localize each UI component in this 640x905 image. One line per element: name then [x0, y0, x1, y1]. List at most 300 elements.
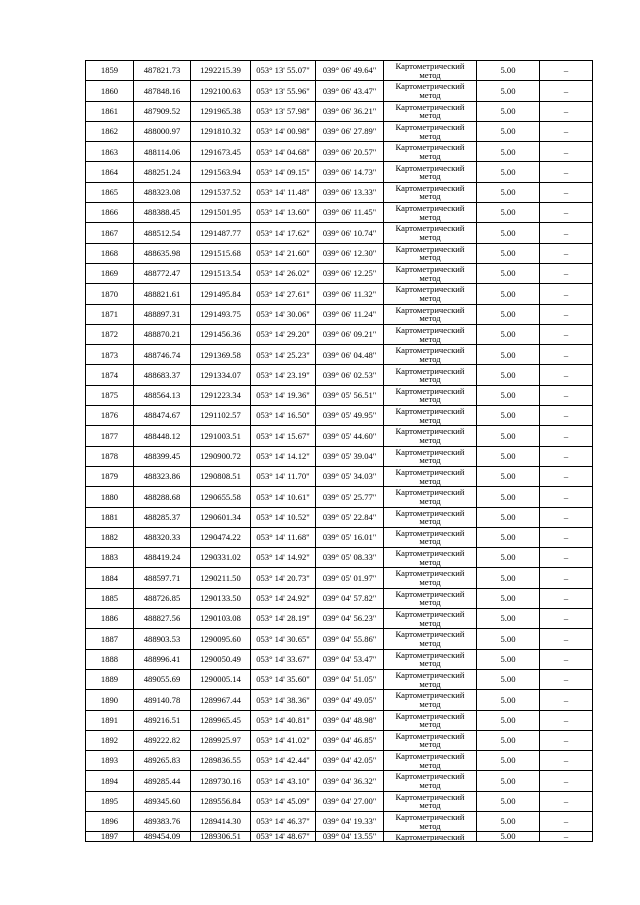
point-number-cell: 1864	[86, 162, 134, 182]
accuracy-cell: 5.00	[477, 223, 540, 243]
method-cell: Картометрический метод	[384, 466, 477, 486]
latitude-cell: 053° 14' 21.60"	[251, 243, 316, 263]
method-cell: Картометрический метод	[384, 243, 477, 263]
x-coordinate-cell: 488597.71	[134, 568, 191, 588]
point-number-cell: 1877	[86, 426, 134, 446]
method-cell: Картометрический метод	[384, 629, 477, 649]
latitude-cell: 053° 14' 29.20"	[251, 324, 316, 344]
method-cell: Картометрический метод	[384, 690, 477, 710]
point-number-cell: 1879	[86, 466, 134, 486]
table-row	[86, 609, 593, 629]
x-coordinate-cell: 488903.53	[134, 629, 191, 649]
y-coordinate-cell: 1290211.50	[191, 568, 251, 588]
x-coordinate-cell: 489383.76	[134, 811, 191, 831]
point-number-cell: 1891	[86, 710, 134, 730]
point-number-cell: 1865	[86, 182, 134, 202]
accuracy-cell: 5.00	[477, 832, 540, 842]
y-coordinate-cell: 1291513.54	[191, 263, 251, 283]
y-coordinate-cell: 1292215.39	[191, 61, 251, 81]
x-coordinate-cell: 488635.98	[134, 243, 191, 263]
accuracy-cell: 5.00	[477, 101, 540, 121]
latitude-cell: 053° 14' 04.68"	[251, 142, 316, 162]
y-coordinate-cell: 1291537.52	[191, 182, 251, 202]
y-coordinate-cell: 1290050.49	[191, 649, 251, 669]
point-number-cell: 1859	[86, 61, 134, 81]
table-row	[86, 466, 593, 486]
y-coordinate-cell: 1291965.38	[191, 101, 251, 121]
x-coordinate-cell: 488323.08	[134, 182, 191, 202]
table-row	[86, 629, 593, 649]
longitude-cell: 039° 06' 36.21"	[316, 101, 384, 121]
table-row	[86, 263, 593, 283]
note-cell: –	[540, 527, 593, 547]
point-number-cell: 1886	[86, 609, 134, 629]
point-number-cell: 1887	[86, 629, 134, 649]
latitude-cell: 053° 14' 40.81"	[251, 710, 316, 730]
method-cell: Картометрический метод	[384, 263, 477, 283]
y-coordinate-cell: 1291102.57	[191, 406, 251, 426]
x-coordinate-cell: 488251.24	[134, 162, 191, 182]
accuracy-cell: 5.00	[477, 791, 540, 811]
accuracy-cell: 5.00	[477, 284, 540, 304]
point-number-cell: 1881	[86, 507, 134, 527]
note-cell: –	[540, 791, 593, 811]
accuracy-cell: 5.00	[477, 61, 540, 81]
table-row	[86, 446, 593, 466]
method-cell: Картометрический метод	[384, 751, 477, 771]
note-cell: –	[540, 730, 593, 750]
latitude-cell: 053° 14' 11.70"	[251, 466, 316, 486]
table-row	[86, 223, 593, 243]
point-number-cell: 1888	[86, 649, 134, 669]
method-cell: Картометрический метод	[384, 324, 477, 344]
accuracy-cell: 5.00	[477, 304, 540, 324]
longitude-cell: 039° 04' 46.85"	[316, 730, 384, 750]
method-cell: Картометрический метод	[384, 61, 477, 81]
method-cell: Картометрический метод	[384, 487, 477, 507]
accuracy-cell: 5.00	[477, 710, 540, 730]
longitude-cell: 039° 05' 01.97"	[316, 568, 384, 588]
x-coordinate-cell: 488388.45	[134, 203, 191, 223]
x-coordinate-cell: 487909.52	[134, 101, 191, 121]
y-coordinate-cell: 1290601.34	[191, 507, 251, 527]
table-row	[86, 243, 593, 263]
x-coordinate-cell: 489454.09	[134, 832, 191, 842]
longitude-cell: 039° 06' 11.24"	[316, 304, 384, 324]
method-cell: Картометрический метод	[384, 771, 477, 791]
note-cell: –	[540, 771, 593, 791]
longitude-cell: 039° 06' 13.33"	[316, 182, 384, 202]
longitude-cell: 039° 04' 53.47"	[316, 649, 384, 669]
note-cell: –	[540, 142, 593, 162]
latitude-cell: 053° 14' 41.02"	[251, 730, 316, 750]
latitude-cell: 053° 14' 11.68"	[251, 527, 316, 547]
note-cell: –	[540, 690, 593, 710]
method-cell: Картометрический метод	[384, 304, 477, 324]
y-coordinate-cell: 1290655.58	[191, 487, 251, 507]
method-cell: Картометрический метод	[384, 568, 477, 588]
accuracy-cell: 5.00	[477, 669, 540, 689]
accuracy-cell: 5.00	[477, 629, 540, 649]
x-coordinate-cell: 489265.83	[134, 751, 191, 771]
x-coordinate-cell: 489285.44	[134, 771, 191, 791]
latitude-cell: 053° 14' 13.60"	[251, 203, 316, 223]
longitude-cell: 039° 04' 13.55"	[316, 832, 384, 842]
latitude-cell: 053° 14' 33.67"	[251, 649, 316, 669]
table-row	[86, 101, 593, 121]
point-number-cell: 1866	[86, 203, 134, 223]
x-coordinate-cell: 488419.24	[134, 548, 191, 568]
note-cell: –	[540, 365, 593, 385]
table-row	[86, 690, 593, 710]
y-coordinate-cell: 1289556.84	[191, 791, 251, 811]
accuracy-cell: 5.00	[477, 365, 540, 385]
point-number-cell: 1860	[86, 81, 134, 101]
latitude-cell: 053° 14' 30.06"	[251, 304, 316, 324]
latitude-cell: 053° 14' 24.92"	[251, 588, 316, 608]
note-cell: –	[540, 811, 593, 831]
point-number-cell: 1871	[86, 304, 134, 324]
longitude-cell: 039° 04' 57.82"	[316, 588, 384, 608]
y-coordinate-cell: 1291456.36	[191, 324, 251, 344]
y-coordinate-cell: 1291563.94	[191, 162, 251, 182]
x-coordinate-cell: 488726.85	[134, 588, 191, 608]
note-cell: –	[540, 324, 593, 344]
y-coordinate-cell: 1289306.51	[191, 832, 251, 842]
longitude-cell: 039° 05' 44.60"	[316, 426, 384, 446]
note-cell: –	[540, 609, 593, 629]
latitude-cell: 053° 13' 55.07"	[251, 61, 316, 81]
note-cell: –	[540, 751, 593, 771]
method-cell: Картометрический	[384, 832, 477, 842]
y-coordinate-cell: 1290808.51	[191, 466, 251, 486]
y-coordinate-cell: 1291334.07	[191, 365, 251, 385]
method-cell: Картометрический метод	[384, 426, 477, 446]
table-row	[86, 588, 593, 608]
latitude-cell: 053° 14' 14.92"	[251, 548, 316, 568]
y-coordinate-cell: 1289967.44	[191, 690, 251, 710]
latitude-cell: 053° 14' 20.73"	[251, 568, 316, 588]
x-coordinate-cell: 488448.12	[134, 426, 191, 446]
y-coordinate-cell: 1289730.16	[191, 771, 251, 791]
accuracy-cell: 5.00	[477, 588, 540, 608]
point-number-cell: 1863	[86, 142, 134, 162]
note-cell: –	[540, 61, 593, 81]
note-cell: –	[540, 182, 593, 202]
point-number-cell: 1867	[86, 223, 134, 243]
latitude-cell: 053° 14' 42.44"	[251, 751, 316, 771]
latitude-cell: 053° 13' 57.98"	[251, 101, 316, 121]
latitude-cell: 053° 14' 43.10"	[251, 771, 316, 791]
accuracy-cell: 5.00	[477, 466, 540, 486]
point-number-cell: 1884	[86, 568, 134, 588]
x-coordinate-cell: 488323.86	[134, 466, 191, 486]
longitude-cell: 039° 04' 42.05"	[316, 751, 384, 771]
note-cell: –	[540, 426, 593, 446]
point-number-cell: 1874	[86, 365, 134, 385]
longitude-cell: 039° 04' 19.33"	[316, 811, 384, 831]
coordinates-document	[85, 60, 593, 842]
table-row	[86, 507, 593, 527]
table-row	[86, 162, 593, 182]
x-coordinate-cell: 488288.68	[134, 487, 191, 507]
x-coordinate-cell: 488772.47	[134, 263, 191, 283]
x-coordinate-cell: 488827.56	[134, 609, 191, 629]
y-coordinate-cell: 1290095.60	[191, 629, 251, 649]
accuracy-cell: 5.00	[477, 406, 540, 426]
point-number-cell: 1876	[86, 406, 134, 426]
point-number-cell: 1897	[86, 832, 134, 842]
latitude-cell: 053° 14' 38.36"	[251, 690, 316, 710]
method-cell: Картометрический метод	[384, 446, 477, 466]
x-coordinate-cell: 488114.06	[134, 142, 191, 162]
note-cell: –	[540, 669, 593, 689]
x-coordinate-cell: 488821.61	[134, 284, 191, 304]
longitude-cell: 039° 04' 49.05"	[316, 690, 384, 710]
point-number-cell: 1861	[86, 101, 134, 121]
note-cell: –	[540, 223, 593, 243]
y-coordinate-cell: 1292100.63	[191, 81, 251, 101]
table-row	[86, 385, 593, 405]
table-row	[86, 487, 593, 507]
x-coordinate-cell: 487848.16	[134, 81, 191, 101]
longitude-cell: 039° 04' 51.05"	[316, 669, 384, 689]
x-coordinate-cell: 487821.73	[134, 61, 191, 81]
method-cell: Картометрический метод	[384, 385, 477, 405]
method-cell: Картометрический метод	[384, 791, 477, 811]
longitude-cell: 039° 06' 02.53"	[316, 365, 384, 385]
y-coordinate-cell: 1291515.68	[191, 243, 251, 263]
longitude-cell: 039° 04' 55.86"	[316, 629, 384, 649]
longitude-cell: 039° 06' 10.74"	[316, 223, 384, 243]
y-coordinate-cell: 1289836.55	[191, 751, 251, 771]
longitude-cell: 039° 06' 04.48"	[316, 345, 384, 365]
accuracy-cell: 5.00	[477, 730, 540, 750]
point-number-cell: 1878	[86, 446, 134, 466]
longitude-cell: 039° 04' 48.98"	[316, 710, 384, 730]
y-coordinate-cell: 1289965.45	[191, 710, 251, 730]
accuracy-cell: 5.00	[477, 263, 540, 283]
accuracy-cell: 5.00	[477, 649, 540, 669]
x-coordinate-cell: 489222.82	[134, 730, 191, 750]
table-row	[86, 61, 593, 81]
x-coordinate-cell: 488897.31	[134, 304, 191, 324]
table-row	[86, 568, 593, 588]
table-row	[86, 710, 593, 730]
x-coordinate-cell: 488474.67	[134, 406, 191, 426]
table-row	[86, 182, 593, 202]
point-number-cell: 1880	[86, 487, 134, 507]
note-cell: –	[540, 487, 593, 507]
point-number-cell: 1872	[86, 324, 134, 344]
accuracy-cell: 5.00	[477, 487, 540, 507]
table-row	[86, 142, 593, 162]
x-coordinate-cell: 489216.51	[134, 710, 191, 730]
accuracy-cell: 5.00	[477, 771, 540, 791]
method-cell: Картометрический метод	[384, 710, 477, 730]
longitude-cell: 039° 06' 49.64"	[316, 61, 384, 81]
latitude-cell: 053° 14' 16.50"	[251, 406, 316, 426]
latitude-cell: 053° 14' 30.65"	[251, 629, 316, 649]
latitude-cell: 053° 14' 35.60"	[251, 669, 316, 689]
coordinates-table	[85, 60, 593, 842]
accuracy-cell: 5.00	[477, 568, 540, 588]
note-cell: –	[540, 568, 593, 588]
y-coordinate-cell: 1289925.97	[191, 730, 251, 750]
y-coordinate-cell: 1291493.75	[191, 304, 251, 324]
point-number-cell: 1885	[86, 588, 134, 608]
table-row	[86, 669, 593, 689]
point-number-cell: 1862	[86, 121, 134, 141]
latitude-cell: 053° 14' 46.37"	[251, 811, 316, 831]
table-row	[86, 548, 593, 568]
longitude-cell: 039° 06' 20.57"	[316, 142, 384, 162]
y-coordinate-cell: 1291501.95	[191, 203, 251, 223]
note-cell: –	[540, 345, 593, 365]
method-cell: Картометрический метод	[384, 365, 477, 385]
x-coordinate-cell: 488683.37	[134, 365, 191, 385]
y-coordinate-cell: 1290331.02	[191, 548, 251, 568]
method-cell: Картометрический метод	[384, 527, 477, 547]
longitude-cell: 039° 06' 12.25"	[316, 263, 384, 283]
accuracy-cell: 5.00	[477, 162, 540, 182]
latitude-cell: 053° 14' 27.61"	[251, 284, 316, 304]
accuracy-cell: 5.00	[477, 446, 540, 466]
y-coordinate-cell: 1290900.72	[191, 446, 251, 466]
latitude-cell: 053° 14' 23.19"	[251, 365, 316, 385]
latitude-cell: 053° 14' 45.09"	[251, 791, 316, 811]
table-row	[86, 406, 593, 426]
note-cell: –	[540, 284, 593, 304]
longitude-cell: 039° 05' 25.77"	[316, 487, 384, 507]
method-cell: Картометрический метод	[384, 730, 477, 750]
x-coordinate-cell: 488512.54	[134, 223, 191, 243]
accuracy-cell: 5.00	[477, 507, 540, 527]
note-cell: –	[540, 629, 593, 649]
method-cell: Картометрический метод	[384, 81, 477, 101]
y-coordinate-cell: 1291223.34	[191, 385, 251, 405]
point-number-cell: 1892	[86, 730, 134, 750]
table-row	[86, 649, 593, 669]
table-row	[86, 121, 593, 141]
longitude-cell: 039° 05' 16.01"	[316, 527, 384, 547]
table-row	[86, 345, 593, 365]
latitude-cell: 053° 14' 14.12"	[251, 446, 316, 466]
latitude-cell: 053° 14' 11.48"	[251, 182, 316, 202]
table-row	[86, 791, 593, 811]
method-cell: Картометрический метод	[384, 548, 477, 568]
x-coordinate-cell: 489055.69	[134, 669, 191, 689]
note-cell: –	[540, 263, 593, 283]
note-cell: –	[540, 203, 593, 223]
y-coordinate-cell: 1291487.77	[191, 223, 251, 243]
x-coordinate-cell: 488564.13	[134, 385, 191, 405]
x-coordinate-cell: 489140.78	[134, 690, 191, 710]
longitude-cell: 039° 05' 56.51"	[316, 385, 384, 405]
table-row	[86, 284, 593, 304]
table-row	[86, 771, 593, 791]
y-coordinate-cell: 1290103.08	[191, 609, 251, 629]
accuracy-cell: 5.00	[477, 121, 540, 141]
note-cell: –	[540, 304, 593, 324]
x-coordinate-cell: 489345.60	[134, 791, 191, 811]
point-number-cell: 1868	[86, 243, 134, 263]
note-cell: –	[540, 710, 593, 730]
longitude-cell: 039° 06' 11.32"	[316, 284, 384, 304]
table-row	[86, 426, 593, 446]
accuracy-cell: 5.00	[477, 426, 540, 446]
x-coordinate-cell: 488870.21	[134, 324, 191, 344]
latitude-cell: 053° 13' 55.96"	[251, 81, 316, 101]
point-number-cell: 1883	[86, 548, 134, 568]
table-row	[86, 811, 593, 831]
point-number-cell: 1893	[86, 751, 134, 771]
table-row	[86, 365, 593, 385]
latitude-cell: 053° 14' 10.61"	[251, 487, 316, 507]
table-row	[86, 730, 593, 750]
accuracy-cell: 5.00	[477, 324, 540, 344]
note-cell: –	[540, 548, 593, 568]
x-coordinate-cell: 488000.97	[134, 121, 191, 141]
note-cell: –	[540, 588, 593, 608]
point-number-cell: 1870	[86, 284, 134, 304]
y-coordinate-cell: 1291495.84	[191, 284, 251, 304]
latitude-cell: 053° 14' 15.67"	[251, 426, 316, 446]
method-cell: Картометрический метод	[384, 101, 477, 121]
y-coordinate-cell: 1290005.14	[191, 669, 251, 689]
method-cell: Картометрический метод	[384, 649, 477, 669]
longitude-cell: 039° 05' 22.84"	[316, 507, 384, 527]
longitude-cell: 039° 04' 36.32"	[316, 771, 384, 791]
latitude-cell: 053° 14' 26.02"	[251, 263, 316, 283]
method-cell: Картометрический метод	[384, 609, 477, 629]
accuracy-cell: 5.00	[477, 345, 540, 365]
longitude-cell: 039° 06' 12.30"	[316, 243, 384, 263]
table-row	[86, 832, 593, 842]
note-cell: –	[540, 446, 593, 466]
longitude-cell: 039° 06' 43.47"	[316, 81, 384, 101]
accuracy-cell: 5.00	[477, 548, 540, 568]
y-coordinate-cell: 1290474.22	[191, 527, 251, 547]
method-cell: Картометрический метод	[384, 588, 477, 608]
method-cell: Картометрический метод	[384, 121, 477, 141]
accuracy-cell: 5.00	[477, 203, 540, 223]
point-number-cell: 1895	[86, 791, 134, 811]
note-cell: –	[540, 81, 593, 101]
longitude-cell: 039° 04' 56.23"	[316, 609, 384, 629]
longitude-cell: 039° 04' 27.00"	[316, 791, 384, 811]
method-cell: Картометрический метод	[384, 142, 477, 162]
table-row	[86, 81, 593, 101]
accuracy-cell: 5.00	[477, 142, 540, 162]
longitude-cell: 039° 06' 27.89"	[316, 121, 384, 141]
note-cell: –	[540, 121, 593, 141]
note-cell: –	[540, 649, 593, 669]
method-cell: Картометрический метод	[384, 406, 477, 426]
method-cell: Картометрический метод	[384, 345, 477, 365]
point-number-cell: 1869	[86, 263, 134, 283]
accuracy-cell: 5.00	[477, 609, 540, 629]
point-number-cell: 1875	[86, 385, 134, 405]
longitude-cell: 039° 05' 49.95"	[316, 406, 384, 426]
point-number-cell: 1889	[86, 669, 134, 689]
x-coordinate-cell: 488320.33	[134, 527, 191, 547]
method-cell: Картометрический метод	[384, 203, 477, 223]
latitude-cell: 053° 14' 17.62"	[251, 223, 316, 243]
y-coordinate-cell: 1291673.45	[191, 142, 251, 162]
longitude-cell: 039° 05' 08.33"	[316, 548, 384, 568]
accuracy-cell: 5.00	[477, 690, 540, 710]
